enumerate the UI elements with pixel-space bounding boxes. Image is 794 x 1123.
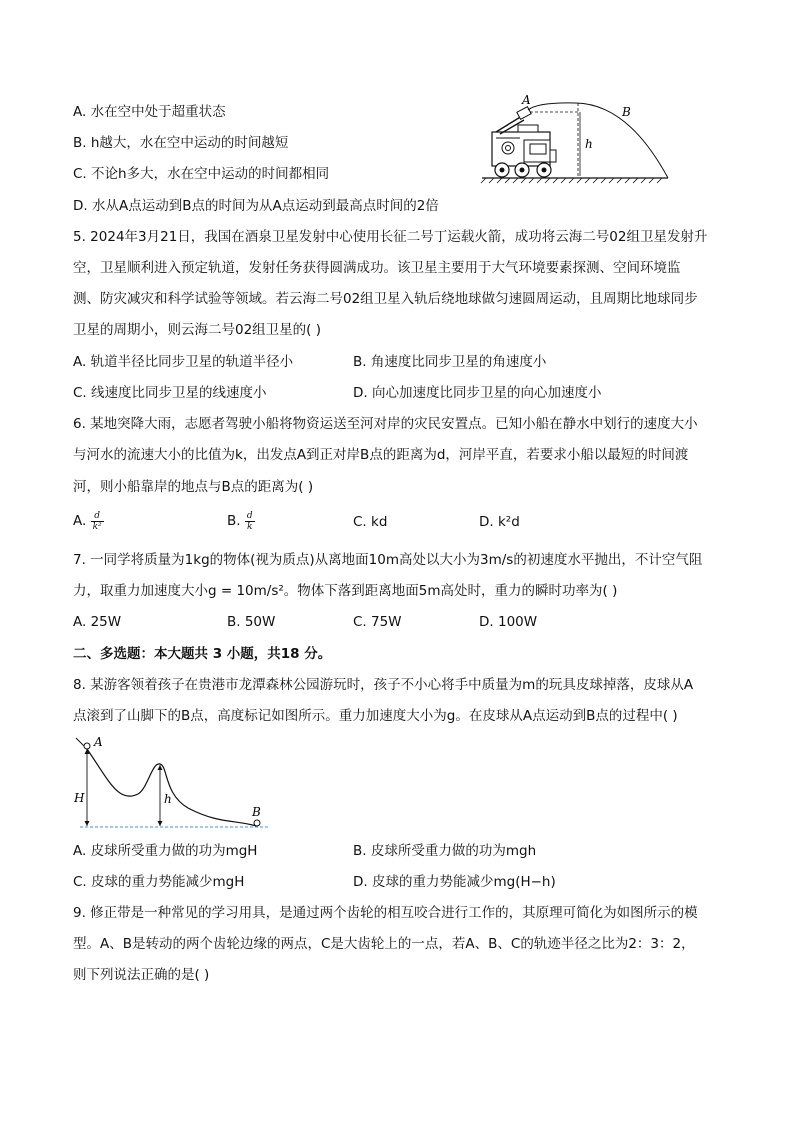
q6-option-a: [73, 508, 104, 534]
q7-option-d: D. 100W: [479, 614, 538, 630]
q5-option-a: A. 轨道半径比同步卫星的轨道半径小: [73, 354, 294, 370]
q6-option-b: [227, 508, 255, 534]
fig8-label-h-upper: H: [74, 791, 85, 805]
q5-option-c: C. 线速度比同步卫星的线速度小: [73, 385, 267, 401]
fig8-label-h-lower: h: [164, 792, 172, 806]
q9-stem-line2: 型。A、B是转动的两个齿轮边缘的两点，C是大齿轮上的一点，若A、B、C的轨迹半径之比为2：3：2，: [73, 936, 695, 952]
fig4-label-b: B: [622, 105, 631, 119]
q8-option-a: A. 皮球所受重力做的功为mgH: [73, 843, 258, 859]
q6-stem-line1: 6. 某地突降大雨，志愿者驾驶小船将物资运送至河对岸的灾民安置点。已知小船在静水中划行的速度大小: [73, 416, 698, 432]
q5-option-d: D. 向心加速度比同步卫星的向心加速度小: [353, 385, 602, 401]
q8-option-c: C. 皮球的重力势能减少mgH: [73, 874, 245, 890]
q8-stem-line1: 8. 某游客领着孩子在贵港市龙潭森林公园游玩时，孩子不小心将手中质量为m的玩具皮球掉落，皮球从A: [73, 677, 694, 693]
q6-option-b-fraction: $\frac{d}{k}$: [246, 510, 253, 532]
q6-option-a-fraction: $\frac{d}{\text{k²}}$: [92, 510, 102, 532]
q7-option-c: C. 75W: [353, 614, 402, 630]
q5-stem-line3: 测、防灾减灾和科学试验等领域。若云海二号02组卫星入轨后绕地球做匀速圆周运动，且周期比地球同步: [73, 291, 698, 307]
q7-stem-line2: 力，取重力加速度大小g = 10m/s²。物体下落到距离地面5m高处时，重力的瞬时功率为( ): [73, 583, 618, 599]
fig4-label-a: A: [522, 93, 531, 107]
section-heading-multiple-choice: 二、多选题：本大题共 3 小题，共18 分。: [73, 646, 332, 662]
q4-option-c: C. 不论h多大，水在空中运动的时间都相同: [73, 166, 330, 182]
q6-option-d: D. k²d: [479, 514, 520, 530]
q8-option-b: B. 皮球所受重力做的功为mgh: [353, 843, 537, 859]
fig8-label-b: B: [252, 805, 261, 819]
q5-stem-line2: 空，卫星顺利进入预定轨道，发射任务获得圆满成功。该卫星主要用于大气环境要素探测、空间环境监: [73, 260, 681, 276]
fire-truck-figure: [478, 92, 678, 184]
q6-stem-line2: 与河水的流速大小的比值为k，出发点A到正对岸B点的距离为d，河岸平直，若要求小船以最短的时间渡: [73, 447, 689, 463]
q5-option-b: B. 角速度比同步卫星的角速度小: [353, 354, 547, 370]
q9-stem-line1: 9. 修正带是一种常见的学习用具，是通过两个齿轮的相互咬合进行工作的，其原理可简化为如图所示的模: [73, 905, 698, 921]
q8-option-d: D. 皮球的重力势能减少mg(H−h): [353, 874, 556, 890]
q5-stem-line4: 卫星的周期小，则云海二号02组卫星的( ): [73, 322, 322, 338]
q8-stem-line2: 点滚到了山脚下的B点，高度标记如图所示。重力加速度大小为g。在皮球从A点运动到B点的过程中( ): [73, 708, 678, 724]
q5-stem-line1: 5. 2024年3月21日，我国在酒泉卫星发射中心使用长征二号丁运载火箭，成功将云海二号02组卫星发射升: [73, 229, 708, 245]
q6-option-a-label: A.: [73, 513, 87, 529]
hill-figure: [68, 734, 278, 834]
q7-stem-line1: 7. 一同学将质量为1kg的物体(视为质点)从离地面10m高处以大小为3m/s的初速度水平抛出，不计空气阻: [73, 552, 703, 568]
fig4-label-h: h: [585, 137, 593, 151]
q6-option-c: C. kd: [353, 514, 388, 530]
q6-option-b-label: B.: [227, 513, 241, 529]
q4-option-a: A. 水在空中处于超重状态: [73, 104, 226, 120]
q4-option-b: B. h越大，水在空中运动的时间越短: [73, 135, 289, 151]
q7-option-b: B. 50W: [227, 614, 276, 630]
q4-option-d: D. 水从A点运动到B点的时间为从A点运动到最高点时间的2倍: [73, 198, 439, 214]
fig8-label-a: A: [94, 735, 103, 749]
q7-option-a: A. 25W: [73, 614, 122, 630]
q6-stem-line3: 河，则小船靠岸的地点与B点的距离为( ): [73, 479, 314, 495]
q9-stem-line3: 则下列说法正确的是( ): [73, 967, 210, 983]
